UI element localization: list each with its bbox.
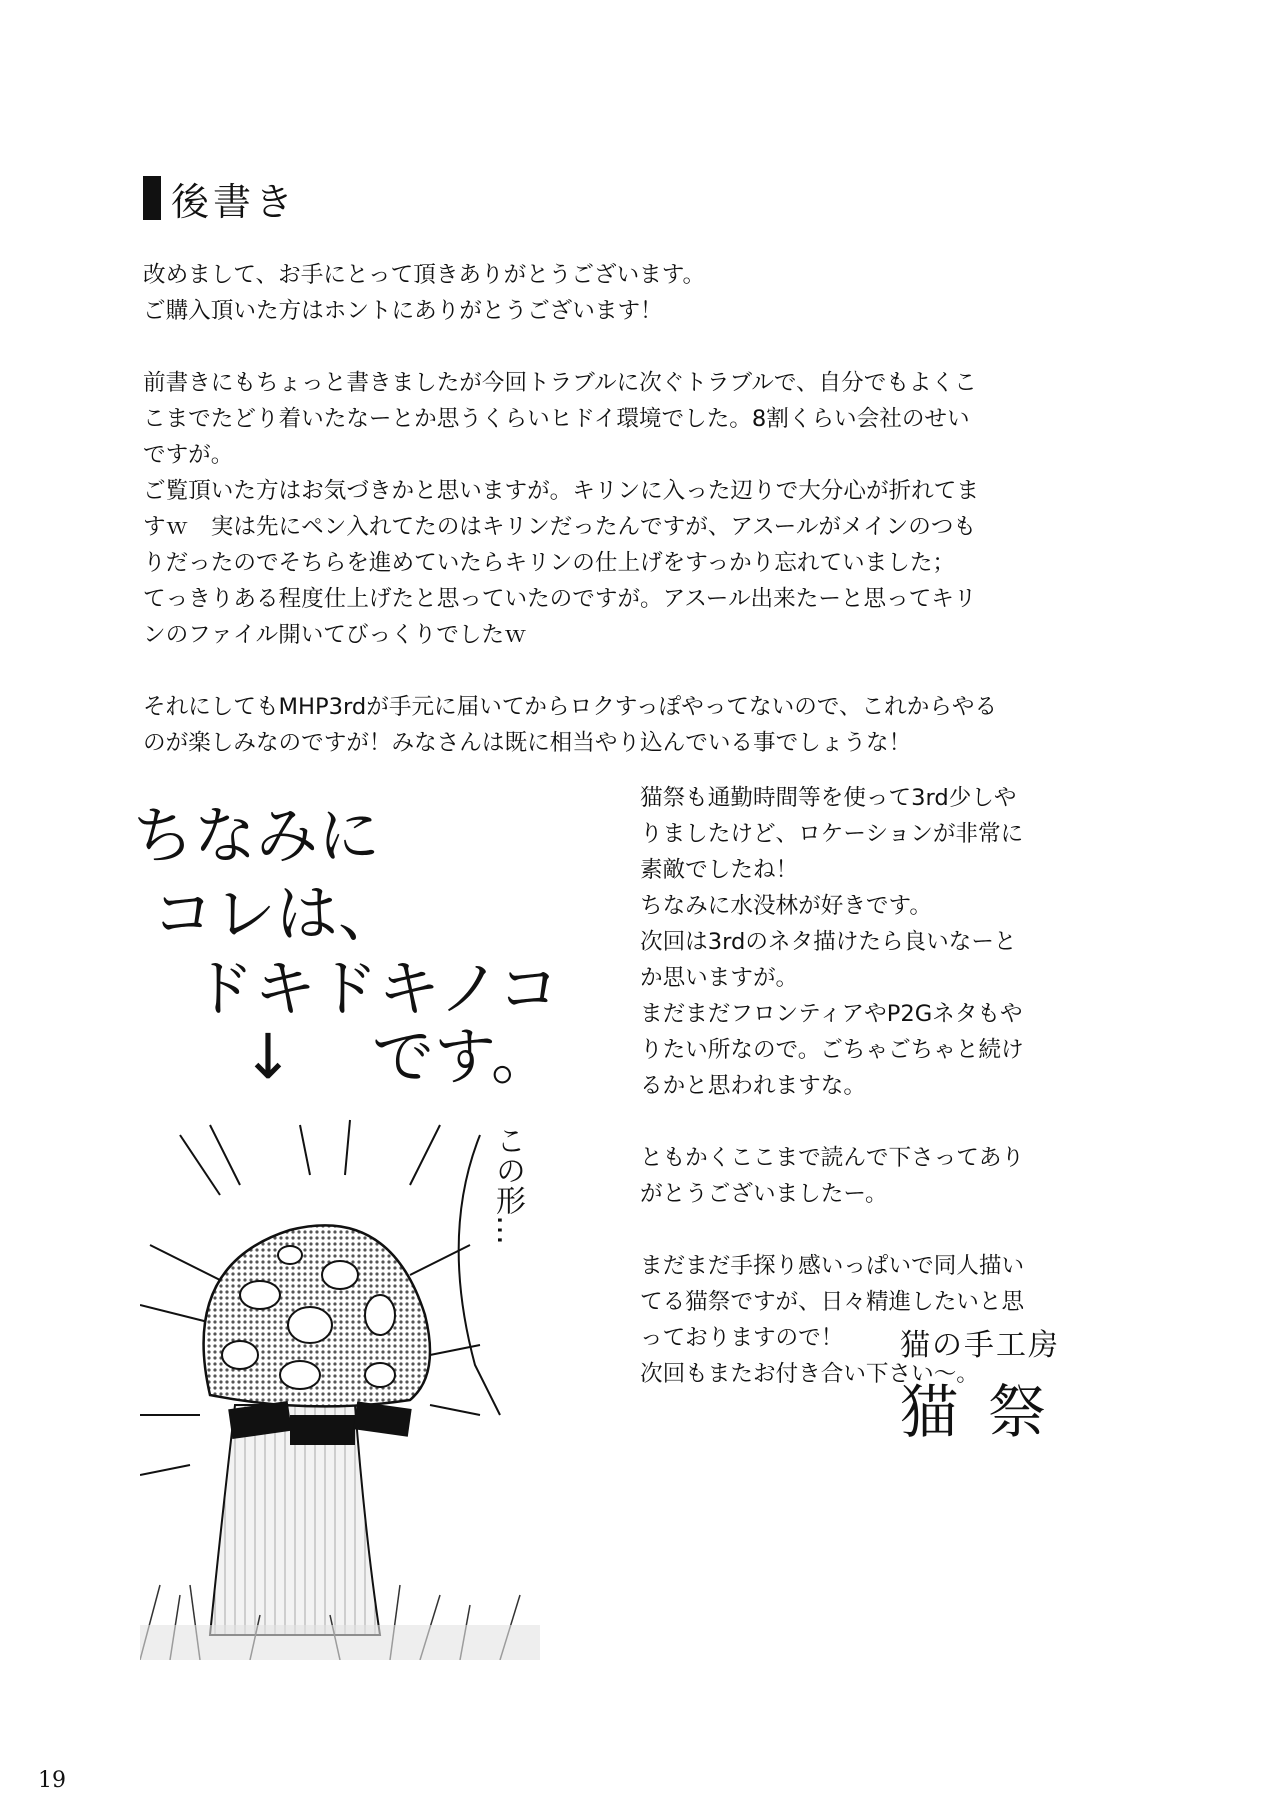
text-line: っておりますので！ [640,1325,844,1351]
text-line: ですが。 [143,442,234,468]
text-line: 猫祭も通勤時間等を使って3rd少しや [640,785,1017,811]
handnote-line-2: コレは、 [152,877,401,950]
text-line: りましたけど、ロケーションが非常に [640,821,1024,847]
heading-bar-marker [143,176,161,220]
text-line: 改めまして、お手にとって頂きありがとうございます。 [143,262,706,288]
right-column-text [640,780,1080,1392]
mushroom-illustration [140,1115,540,1660]
afterword-heading [143,172,297,224]
text-line: がとうございましたー。 [640,1181,888,1207]
down-arrow-icon: ↓ [242,1020,294,1085]
mushroom-drawing [140,1115,540,1660]
text-line: ちなみに水没林が好きです。 [640,893,932,919]
intro-text [143,257,1133,761]
text-line: ご覧頂いた方はお気づきかと思いますが。キリンに入った辺りで大分心が折れてま [143,478,979,504]
text-line: てっきりある程度仕上げたと思っていたのですが。アスール出来たーと思ってキリ [143,586,977,612]
handnote-line-4: です。 [372,1020,554,1085]
handnote-line-1: ちなみに [132,799,381,872]
text-line: 次回もまたお付き合い下さい～。 [640,1361,979,1387]
text-line: すｗ 実は先にペン入れてたのはキリンだったんですが、アスールがメインのつも [143,514,977,540]
text-line: まだまだ手探り感いっぱいで同人描い [640,1253,1025,1279]
text-line [640,1212,1080,1248]
text-line: ご購入頂いた方はホントにありがとうございます！ [143,298,663,324]
signature-author-name: 猫祭 [900,1378,1077,1446]
text-line: りたい所なので。ごちゃごちゃと続け [640,1037,1024,1063]
handnote-line-3: ドキドキノコ [192,952,560,1025]
page-title: 後書き [171,179,298,224]
text-line: こまでたどり着いたなーとか思うくらいヒドイ環境でした。8割くらい会社のせい [143,406,970,432]
text-line: るかと思われますな。 [640,1073,866,1099]
text-line [143,329,1133,365]
speech-bubble-text: この形… [490,1125,525,1245]
text-line: ンのファイル開いてびっくりでしたｗ [143,622,527,648]
text-line [143,653,1133,689]
text-line: てる猫祭ですが、日々精進したいと思 [640,1289,1025,1315]
text-line [640,1104,1080,1140]
ground [140,1625,540,1660]
page-number: 19 [38,1768,66,1793]
text-line: のが楽しみなのですが！みなさんは既に相当やり込んでいる事でしょうな！ [143,730,912,756]
text-line: それにしてもMHP3rdが手元に届いてからロクすっぽやってないので、これからやる [143,694,998,720]
text-line: 素敵でしたね！ [640,857,799,883]
handwritten-note-svg [132,795,592,1085]
handwritten-note [132,795,592,1085]
text-line: りだったのでそちらを進めていたらキリンの仕上げをすっかり忘れていました； [143,550,956,576]
signature-circle-name: 猫の手工房 [900,1328,1060,1363]
text-line: 次回は3rdのネタ描けたら良いなーと [640,929,1017,955]
text-line: か思いますが。 [640,965,799,991]
text-line: ともかくここまで読んで下さってあり [640,1145,1025,1171]
text-line: 前書きにもちょっと書きましたが今回トラブルに次ぐトラブルで、自分でもよくこ [143,370,977,396]
text-line: まだまだフロンティアやP2Gネタもや [640,1001,1023,1027]
